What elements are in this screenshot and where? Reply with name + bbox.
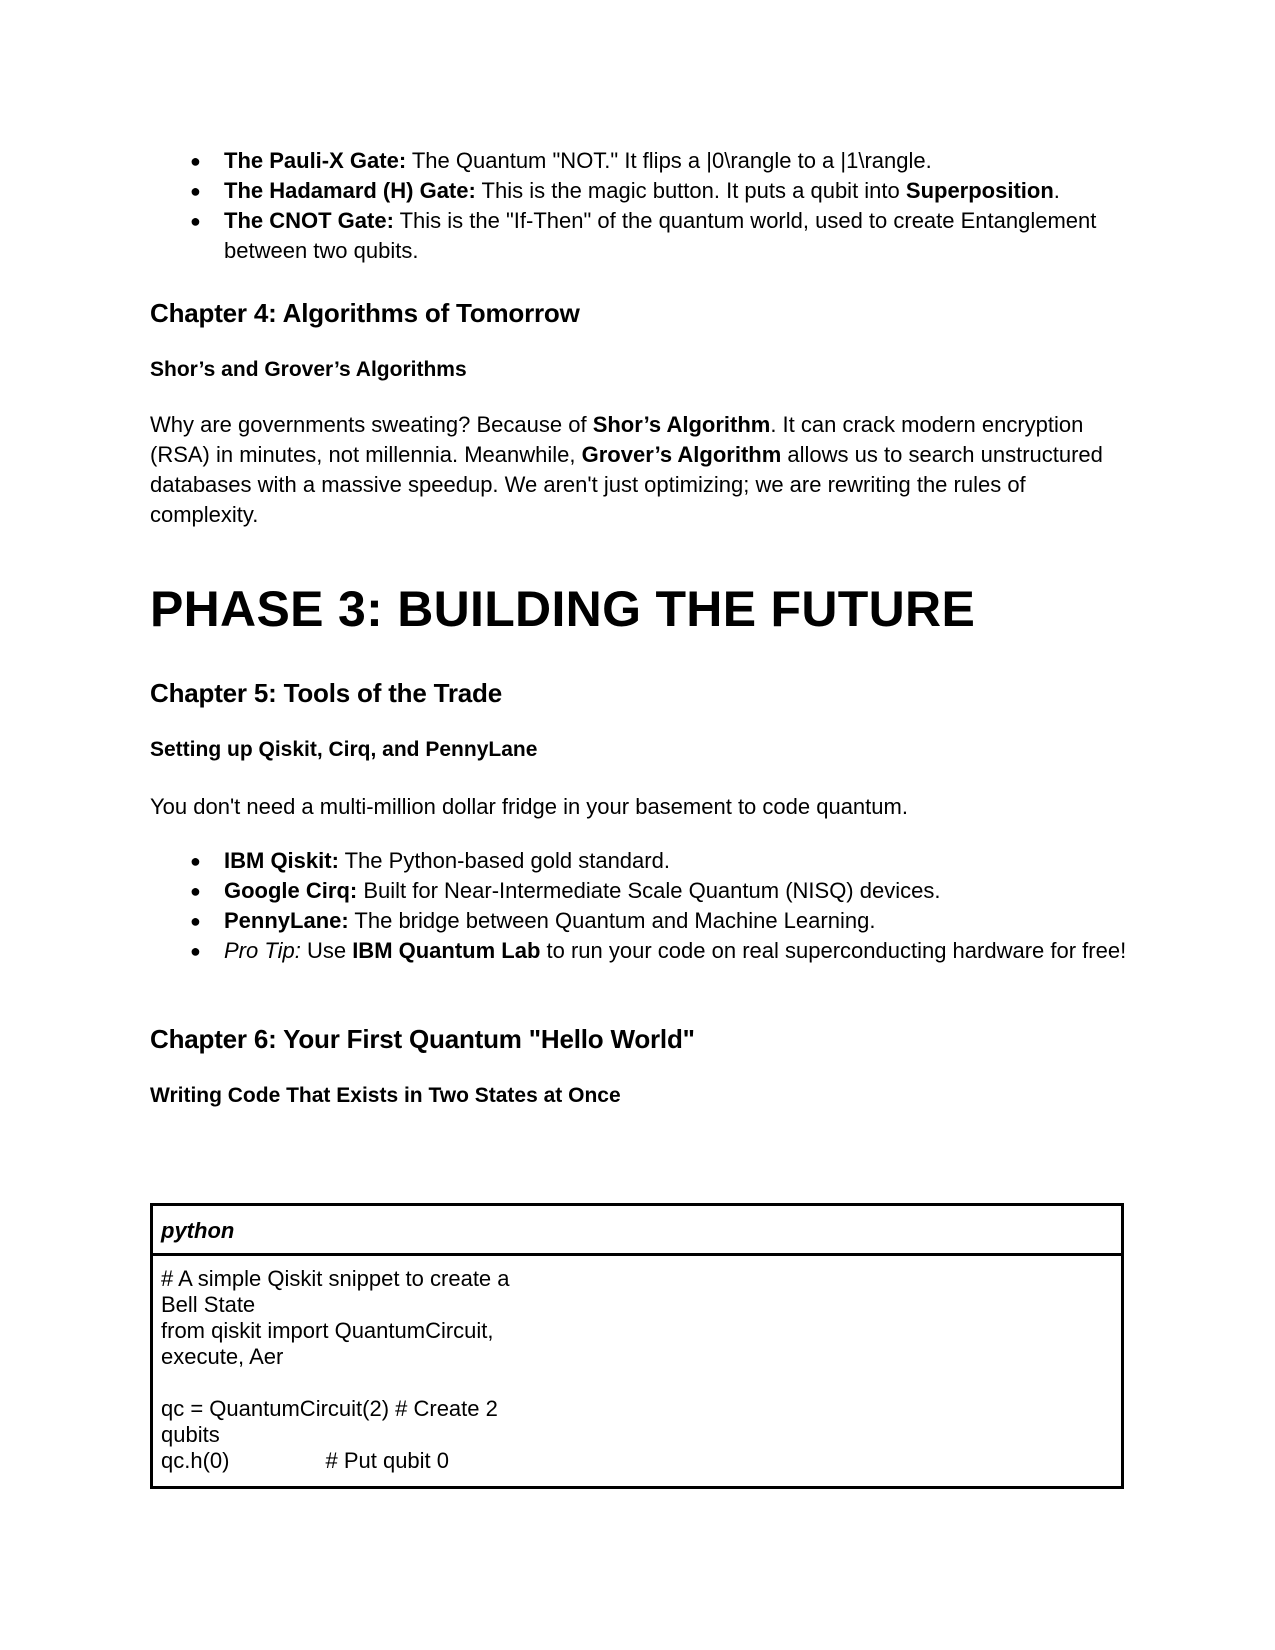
bullet-icon: ● [190, 211, 201, 231]
chapter-6-subheading: Writing Code That Exists in Two States at Once [150, 1084, 621, 1107]
list-item: ● IBM Qiskit: The Python-based gold standard. [150, 846, 1130, 876]
code-content [153, 1256, 529, 1484]
list-item: ● PennyLane: The bridge between Quantum and Machine Learning. [150, 906, 1130, 936]
code-line: # A simple Qiskit snippet to create a Bell State [161, 1266, 516, 1317]
chapter-4-subheading: Shor’s and Grover’s Algorithms [150, 358, 467, 381]
code-line: qc.h(0) # Put qubit 0 [161, 1448, 450, 1473]
bullet-icon: ● [190, 851, 201, 871]
code-block [150, 1203, 1124, 1489]
bullet-icon: ● [190, 881, 201, 901]
list-item: ● The CNOT Gate: This is the "If-Then" of the quantum world, used to create Entanglement between two qubits. [190, 208, 1097, 263]
bullet-icon: ● [190, 181, 201, 201]
list-item-pro-tip: ● Pro Tip: Use IBM Quantum Lab to run your code on real superconducting hardware for free! [150, 936, 1130, 966]
bullet-icon: ● [190, 151, 201, 171]
bullet-icon: ● [190, 911, 201, 931]
chapter-5-subheading: Setting up Qiskit, Cirq, and PennyLane [150, 738, 538, 761]
list-item: ● Google Cirq: Built for Near-Intermediate Scale Quantum (NISQ) devices. [150, 876, 1130, 906]
chapter-6-heading: Chapter 6: Your First Quantum "Hello World" [150, 1024, 695, 1054]
bullet-icon: ● [190, 941, 201, 961]
gates-list [150, 146, 1130, 266]
tools-list [150, 846, 1130, 966]
list-item: ● The Hadamard (H) Gate: This is the magic button. It puts a qubit into Superposition. [150, 176, 1130, 206]
phase-3-heading: PHASE 3: BUILDING THE FUTURE [150, 581, 976, 637]
chapter-4-heading: Chapter 4: Algorithms of Tomorrow [150, 298, 580, 328]
code-line-blank [161, 1370, 521, 1396]
chapter-4-paragraph: Why are governments sweating? Because of Shor’s Algorithm. It can crack modern encryption (RSA) in minutes, not millennia. Meanwhile, Grover’s Algorithm allows us to search unstructured databases with a massive speedup. We aren't just optimizing; we are rewriting the rules of complexity. [150, 412, 1103, 527]
code-language-label: python [153, 1206, 1121, 1256]
chapter-5-heading: Chapter 5: Tools of the Trade [150, 678, 502, 708]
code-line: qc = QuantumCircuit(2) # Create 2 qubits [161, 1396, 504, 1447]
code-line: from qiskit import QuantumCircuit, execute, Aer [161, 1318, 500, 1369]
chapter-5-intro: You don't need a multi-million dollar fridge in your basement to code quantum. [150, 794, 908, 819]
list-item: ● The Pauli-X Gate: The Quantum "NOT." It flips a |0\rangle to a |1\rangle. [150, 146, 1130, 176]
